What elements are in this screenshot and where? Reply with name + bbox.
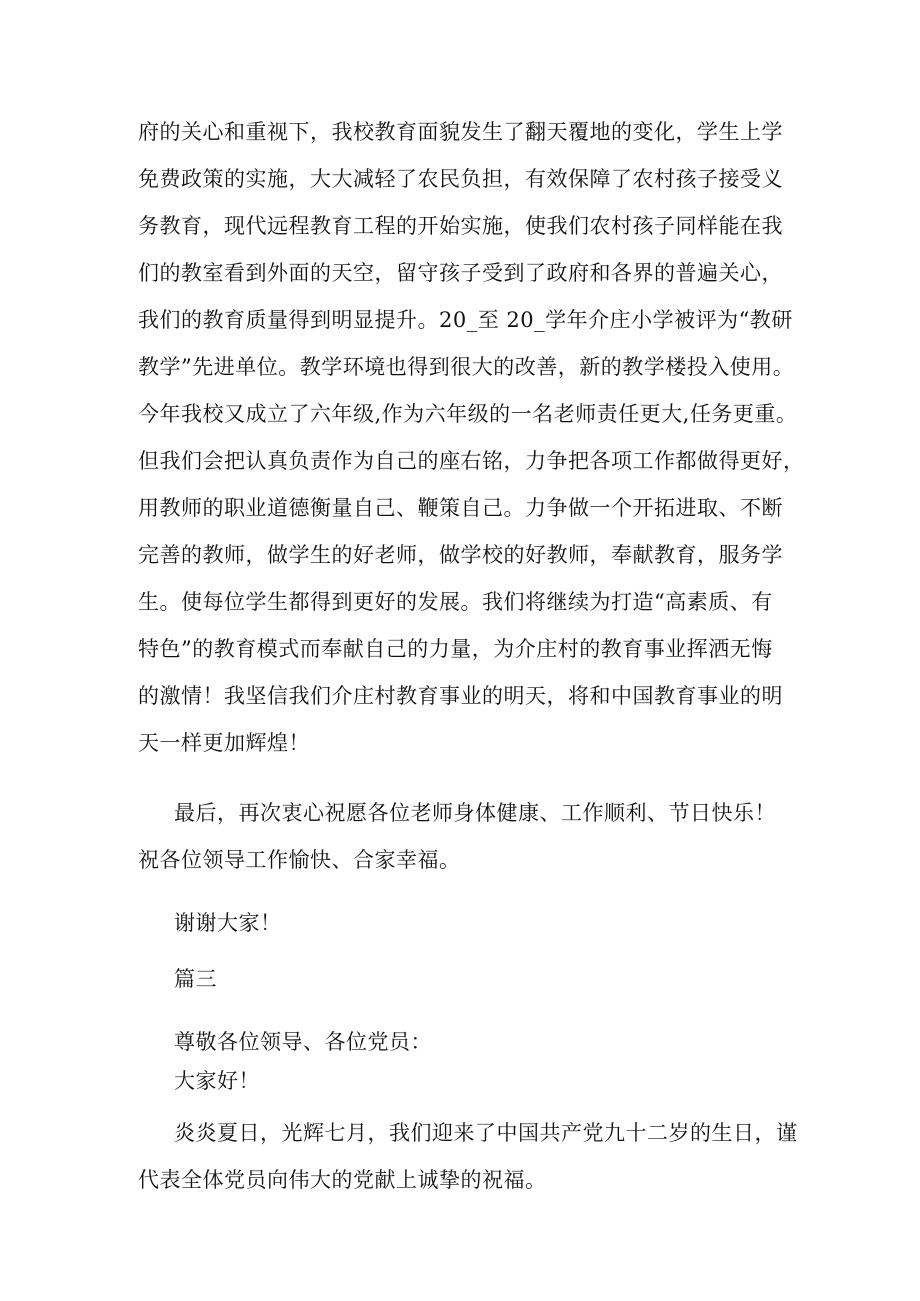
salutation-line: 尊敬各位领导、各位党员： <box>174 1030 432 1054</box>
text-line: 用教师的职业道德衡量自己、鞭策自己。力争做一个开拓进取、不断 <box>138 496 783 520</box>
closing-wish-line: 祝各位领导工作愉快、合家幸福。 <box>138 848 461 872</box>
text-line: 的激情！我坚信我们介庄村教育事业的明天，将和中国教育事业的明 <box>138 684 783 708</box>
text-line: 炎炎夏日，光辉七月，我们迎来了中国共产党九十二岁的生日，谨 <box>174 1121 798 1145</box>
text-line: 们的教室看到外面的天空，留守孩子受到了政府和各界的普遍关心， <box>138 261 783 285</box>
text-line: 今年我校又成立了六年级,作为六年级的一名老师责任更大,任务更重。 <box>138 402 798 426</box>
text-line: 特色”的教育模式而奉献自己的力量，为介庄村的教育事业挥洒无悔 <box>138 637 773 661</box>
section-heading: 篇三 <box>174 967 217 991</box>
text-line: 务教育，现代远程教育工程的开始实施，使我们农村孩子同样能在我 <box>138 214 783 238</box>
text-line: 代表全体党员向伟大的党献上诚挚的祝福。 <box>138 1168 547 1192</box>
text-line: 我们的教育质量得到明显提升。20_至 20_学年介庄小学被评为“教研 <box>138 308 793 332</box>
greeting-line: 大家好！ <box>174 1069 260 1093</box>
text-line: 完善的教师，做学生的好老师，做学校的好教师，奉献教育，服务学 <box>138 543 783 567</box>
closing-wish-line: 最后，再次衷心祝愿各位老师身体健康、工作顺利、节日快乐！ <box>174 801 776 825</box>
text-line: 府的关心和重视下，我校教育面貌发生了翻天覆地的变化，学生上学 <box>138 120 783 144</box>
text-line: 天一样更加辉煌！ <box>138 731 310 755</box>
text-line: 免费政策的实施，大大减轻了农民负担，有效保障了农村孩子接受义 <box>138 167 783 191</box>
text-line: 但我们会把认真负责作为自己的座右铭，力争把各项工作都做得更好， <box>138 449 805 473</box>
text-line: 生。使每位学生都得到更好的发展。我们将继续为打造“高素质、有 <box>138 590 773 614</box>
text-line: 教学”先进单位。教学环境也得到很大的改善，新的教学楼投入使用。 <box>138 355 795 379</box>
thanks-line: 谢谢大家！ <box>174 911 282 935</box>
